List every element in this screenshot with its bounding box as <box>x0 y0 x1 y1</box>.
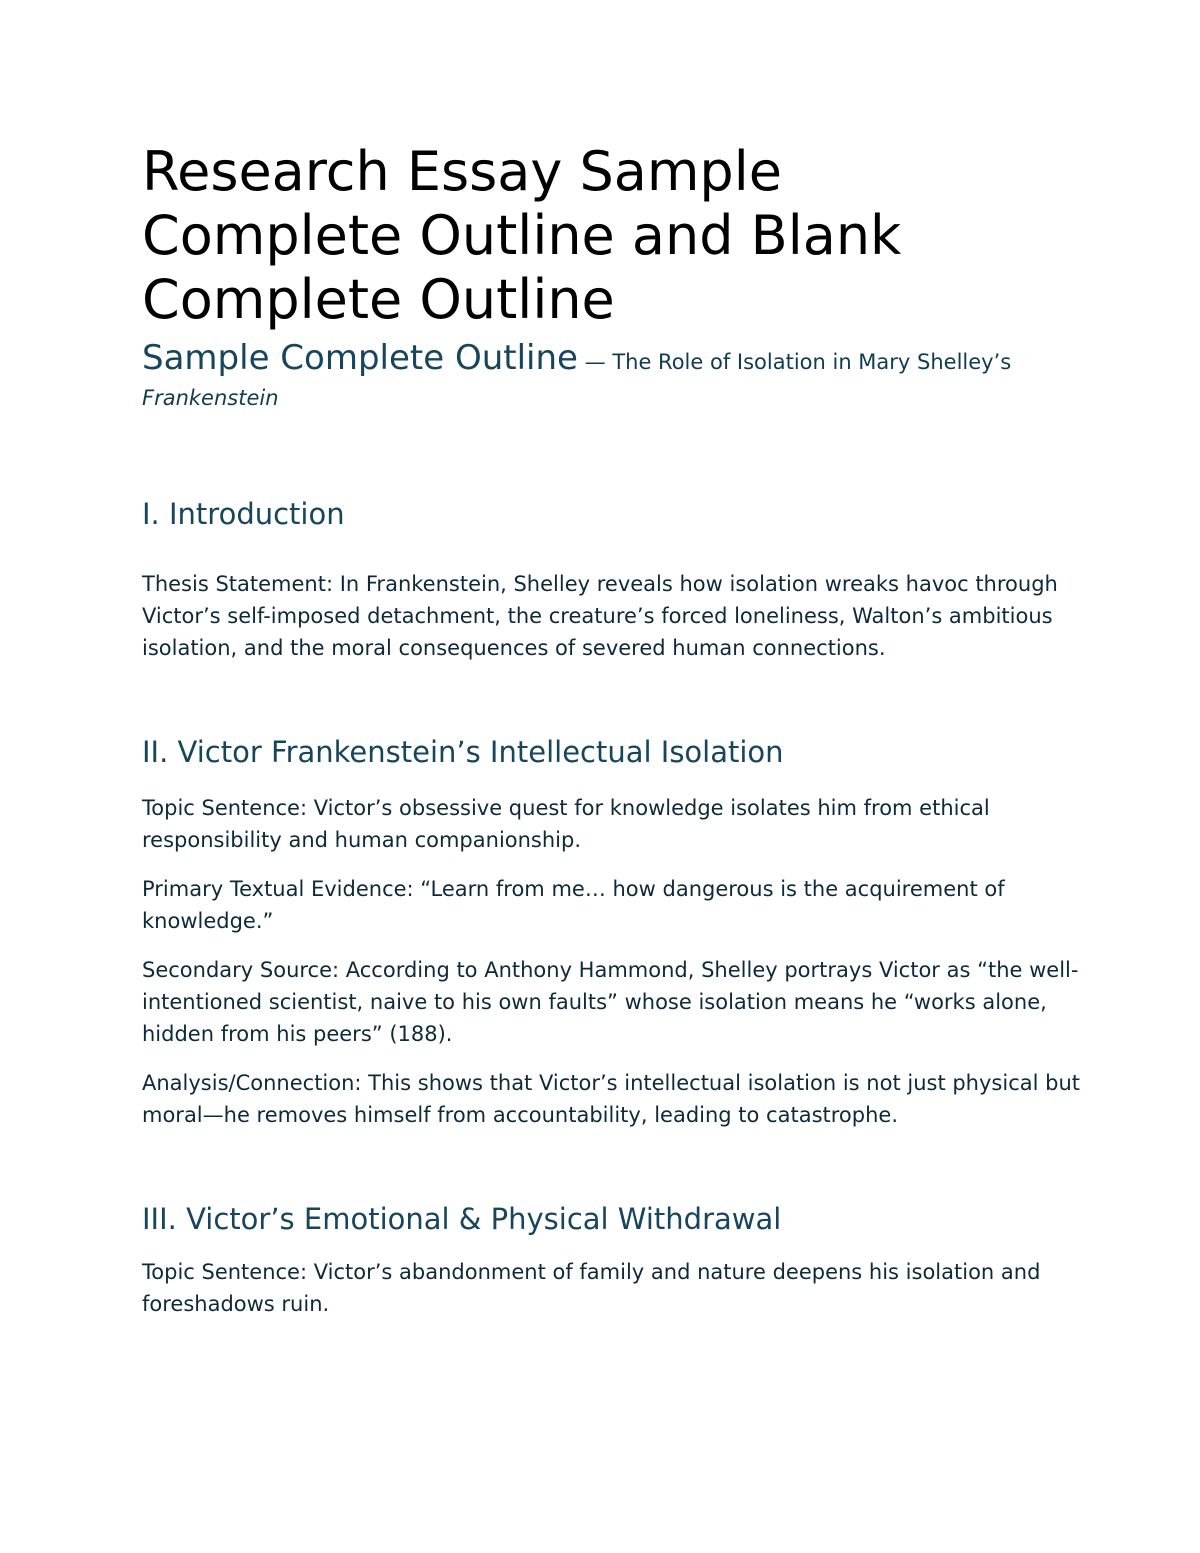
title-line-3: Complete Outline <box>142 268 615 331</box>
topic-sentence: Topic Sentence: Victor’s obsessive quest for knowledge isolates him from ethical responsibility and human companionship. <box>142 796 990 852</box>
analysis-connection: Analysis/Connection: This shows that Victor’s intellectual isolation is not just physical but moral—he removes himself from accountability, leading to catastrophe. <box>142 1071 1080 1127</box>
section-heading-emotional-withdrawal: III. Victor’s Emotional & Physical Withdrawal <box>142 1202 782 1236</box>
title-line-1: Research Essay Sample <box>142 140 782 203</box>
secondary-source: Secondary Source: According to Anthony Hammond, Shelley portrays Victor as “the well-intentioned scientist, naive to his own faults” whose isolation means he “works alone, hidden from his peers” (188). <box>142 958 1079 1046</box>
thesis-statement: Thesis Statement: In Frankenstein, Shelley reveals how isolation wreaks havoc through Victor’s self-imposed detachment, the creature’s forced loneliness, Walton’s ambitious isolation, and the moral consequences of severed human connections. <box>142 572 1058 660</box>
subtitle-book-title: Frankenstein <box>142 386 279 410</box>
section-heading-intellectual-isolation: II. Victor Frankenstein’s Intellectual Isolation <box>142 735 784 769</box>
primary-textual-evidence: Primary Textual Evidence: “Learn from me… how dangerous is the acquirement of knowledge.” <box>142 877 1005 933</box>
topic-sentence: Topic Sentence: Victor’s abandonment of family and nature deepens his isolation and foreshadows ruin. <box>142 1260 1041 1316</box>
section-heading-introduction: I. Introduction <box>142 497 345 531</box>
subtitle-rest: — The Role of Isolation in Mary Shelley’s <box>577 350 1012 374</box>
document-content <box>142 140 1082 1320</box>
document-title <box>142 140 1082 332</box>
title-line-2: Complete Outline and Blank <box>142 204 902 267</box>
subtitle-main: Sample Complete Outline <box>142 338 578 378</box>
document-subtitle <box>142 340 1082 416</box>
